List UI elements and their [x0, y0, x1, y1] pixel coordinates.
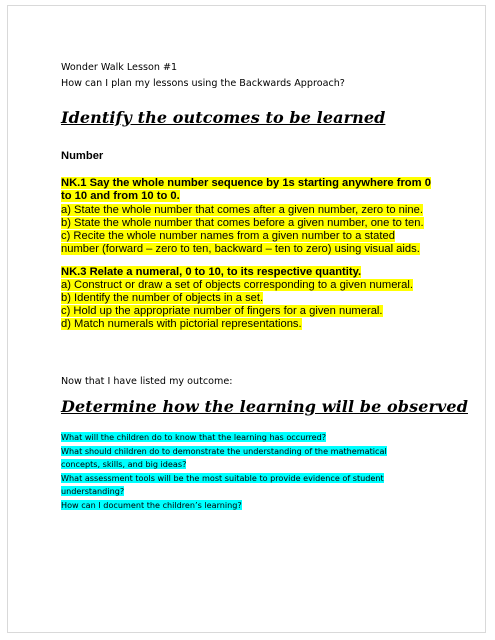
nk3-item: c) Hold up the appropriate number of fingers for a given numeral. [61, 305, 383, 317]
section-heading-observed: Determine how the learning will be observed [61, 397, 468, 416]
assessment-question: How can I document the children’s learning? [61, 500, 242, 510]
nk1-title-line2: to 10 and from 10 to 0. [61, 190, 180, 202]
planning-question: How can I plan my lessons using the Backwards Approach? [61, 78, 345, 89]
assessment-question: What should children do to demonstrate the understanding of the mathematical [61, 446, 387, 456]
nk1-item: c) Recite the whole number names from a given number to a stated [61, 230, 395, 242]
assessment-question: concepts, skills, and big ideas? [61, 459, 187, 469]
nk1-item: b) State the whole number that comes before a given number, one to ten. [61, 217, 424, 229]
nk1-title-line1: NK.1 Say the whole number sequence by 1s starting anywhere from 0 [61, 177, 431, 189]
assessment-question: What will the children do to know that the learning has occurred? [61, 432, 327, 442]
nk1-item: a) State the whole number that comes after a given number, zero to nine. [61, 204, 423, 216]
lesson-title: Wonder Walk Lesson #1 [61, 62, 178, 73]
section-heading-outcomes: Identify the outcomes to be learned [61, 108, 386, 127]
outcome-intro: Now that I have listed my outcome: [61, 376, 233, 387]
nk3-item: d) Match numerals with pictorial representations. [61, 318, 302, 330]
nk3-title: NK.3 Relate a numeral, 0 to 10, to its respective quantity. [61, 266, 362, 278]
subject-label: Number [61, 150, 104, 162]
assessment-question: What assessment tools will be the most suitable to provide evidence of student [61, 473, 384, 483]
nk3-item: a) Construct or draw a set of objects corresponding to a given numeral. [61, 279, 413, 291]
nk3-item: b) Identify the number of objects in a set. [61, 292, 264, 304]
assessment-question: understanding? [61, 486, 125, 496]
nk1-item: number (forward – zero to ten, backward – ten to zero) using visual aids. [61, 243, 420, 255]
